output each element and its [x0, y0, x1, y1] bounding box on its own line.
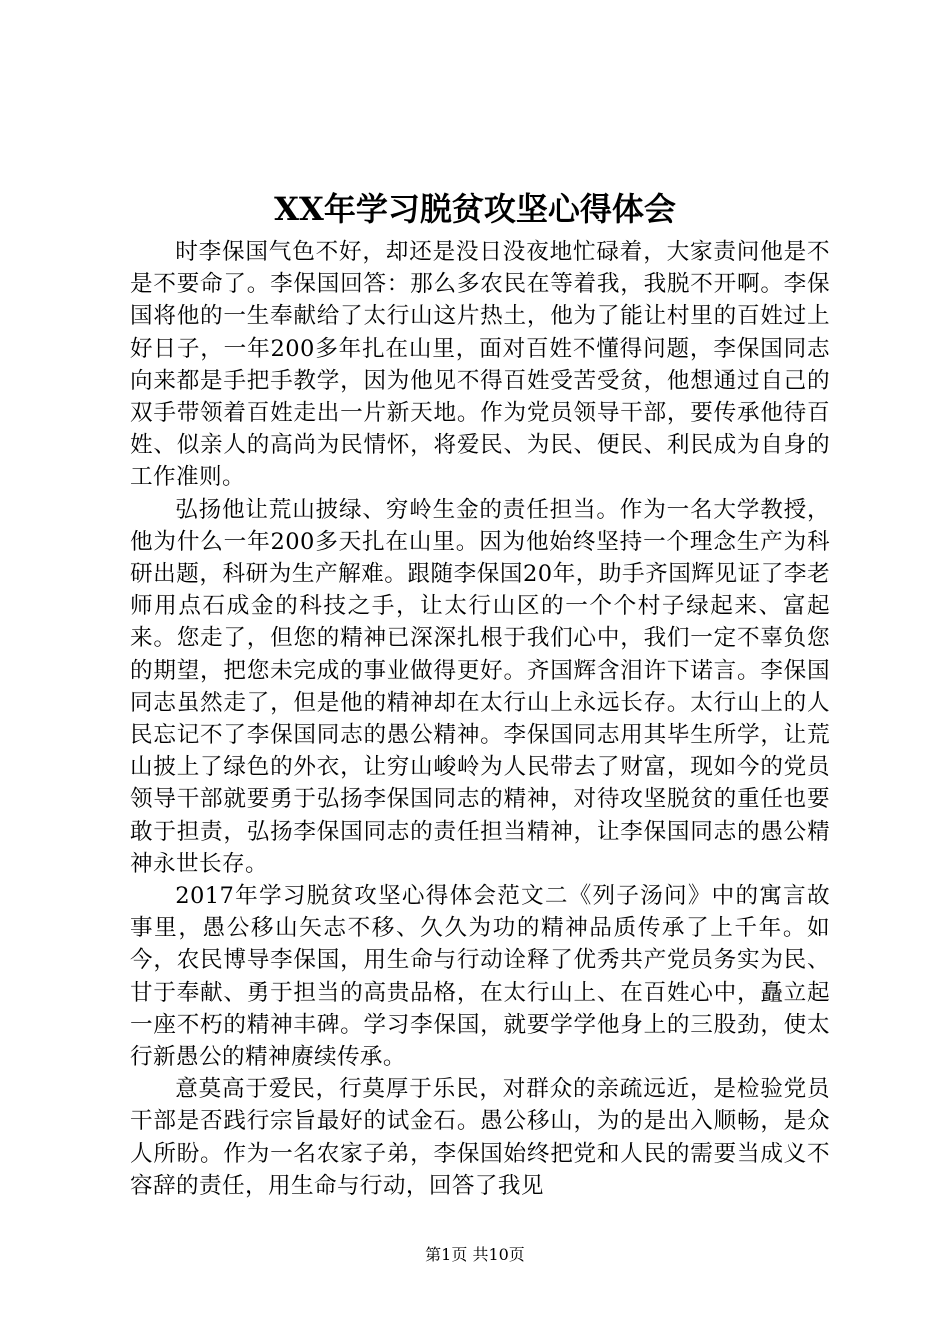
paragraph-1: 时李保国气色不好，却还是没日没夜地忙碌着，大家责问他是不是不要命了。李保国回答：那么多农民在等着我，我脱不开啊。李保国将他的一生奉献给了太行山这片热土，他为了能让村里的百姓过上好日子，一年200多年扎在山里，面对百姓不懂得问题，李保国同志向来都是手把手教学，因为他见不得百姓受苦受贫，他想通过自己的双手带领着百姓走出一片新天地。作为党员领导干部，要传承他待百姓、似亲人的高尚为民情怀，将爱民、为民、便民、利民成为自身的工作准则。	[130, 239, 830, 491]
page-footer: 第1页 共10页	[425, 1245, 525, 1264]
paragraph-4: 意莫高于爱民，行莫厚于乐民，对群众的亲疏远近，是检验党员干部是否践行宗旨最好的试金石。愚公移山，为的是出入顺畅，是众人所盼。作为一名农家子弟，李保国始终把党和人民的需要当成义不容辞的责任，用生命与行动，回答了我见	[130, 1076, 830, 1199]
paragraph-3: 2017年学习脱贫攻坚心得体会范文二《列子汤问》中的寓言故事里，愚公移山矢志不移、久久为功的精神品质传承了上千年。如今，农民博导李保国，用生命与行动诠释了优秀共产党员务实为民、甘于奉献、勇于担当的高贵品格，在太行山上、在百姓心中，矗立起一座不朽的精神丰碑。学习李保国，就要学学他身上的三股劲，使太行新愚公的精神赓续传承。	[130, 883, 830, 1071]
document-title: XX年学习脱贫攻坚心得体会	[274, 190, 676, 228]
paragraph-2: 弘扬他让荒山披绿、穷岭生金的责任担当。作为一名大学教授，他为什么一年200多天扎在山里。因为他始终坚持一个理念生产为科研出题，科研为生产解难。跟随李保国20年，助手齐国辉见证了李老师用点石成金的科技之手，让太行山区的一个个村子绿起来、富起来。您走了，但您的精神已深深扎根于我们心中，我们一定不辜负您的期望，把您未完成的事业做得更好。齐国辉含泪许下诺言。李保国同志虽然走了，但是他的精神却在太行山上永远长存。太行山上的人民忘记不了李保国同志的愚公精神。李保国同志用其毕生所学，让荒山披上了绿色的外衣，让穷山峻岭为人民带去了财富，现如今的党员领导干部就要勇于弘扬李保国同志的精神，对待攻坚脱贫的重任也要敢于担责，弘扬李保国同志的责任担当精神，让李保国同志的愚公精神永世长存。	[130, 496, 830, 877]
document-body	[130, 236, 830, 1202]
